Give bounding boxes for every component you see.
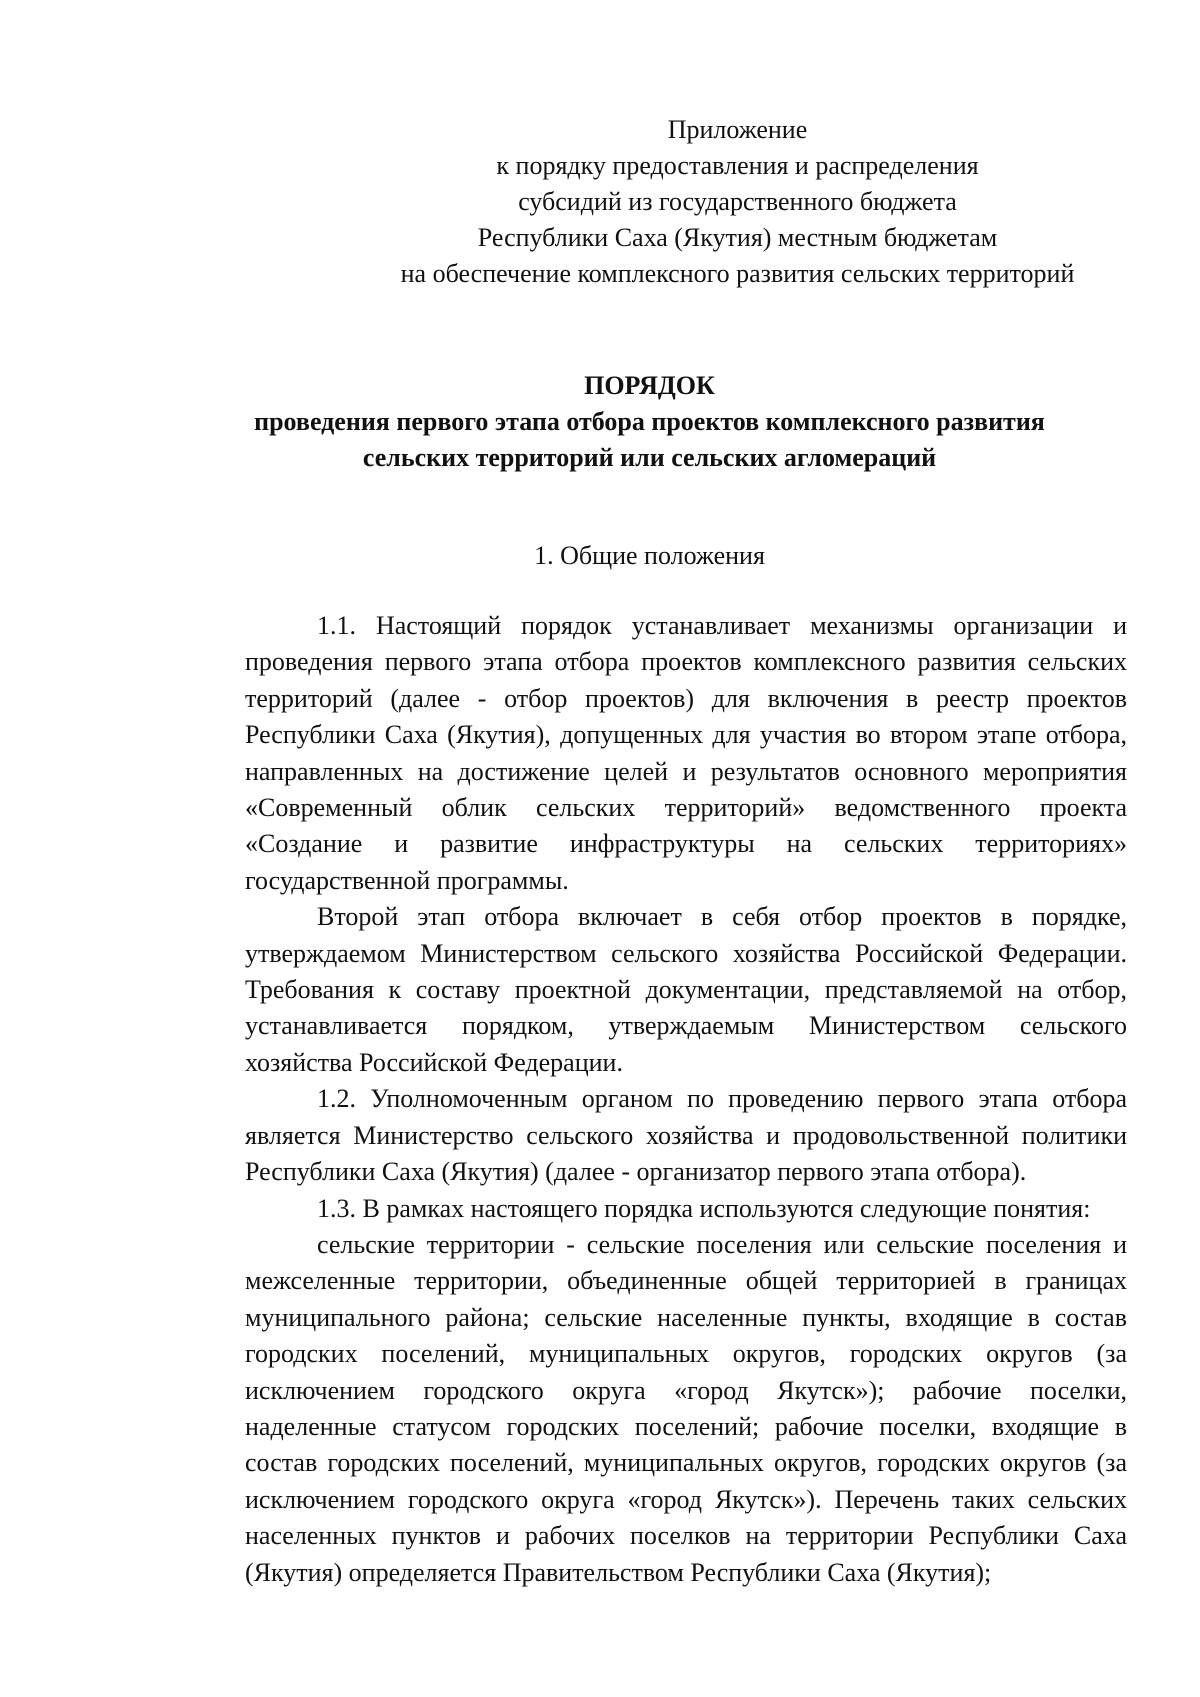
- title-subtitle-line: сельских территорий или сельских агломераций: [362, 443, 937, 472]
- text-line: устанавливается порядком, утверждаемым Министерством сельского: [245, 1011, 1127, 1041]
- text-line: исключением городского округа «город Якутск»); рабочие поселки,: [245, 1375, 1127, 1405]
- text-line: (Якутия) определяется Правительством Республики Саха (Якутия);: [245, 1557, 992, 1587]
- appendix-line: Приложение: [667, 115, 808, 144]
- text-line: хозяйства Российской Федерации.: [245, 1047, 623, 1077]
- text-line: Требования к составу проектной документации, представляемой на отбор,: [245, 975, 1127, 1005]
- text-line: муниципального района; сельские населенные пункты, входящие в состав: [245, 1302, 1127, 1332]
- text-line: государственной программы.: [245, 865, 569, 895]
- appendix-line: Республики Саха (Якутия) местным бюджетам: [477, 223, 998, 252]
- text-line: «Создание и развитие инфраструктуры на сельских территориях»: [245, 829, 1127, 859]
- text-line: населенных пунктов и рабочих поселков на территории Республики Саха: [245, 1521, 1127, 1551]
- section-heading: 1. Общие положения: [534, 541, 765, 570]
- paragraph-rural-territories: [173, 1227, 1127, 1591]
- paragraph-1-2: [173, 1081, 1127, 1190]
- appendix-header: [360, 112, 1115, 292]
- text-line: утверждаемом Министерством сельского хозяйства Российской Федерации.: [245, 938, 1127, 968]
- document-body: [173, 608, 1127, 1591]
- title-subtitle-line: проведения первого этапа отбора проектов комплексного развития: [254, 407, 1045, 436]
- text-line: сельские территории - сельские поселения или сельские поселения и: [317, 1229, 1127, 1259]
- text-line: наделенные статусом городских поселений; рабочие поселки, входящие в: [245, 1411, 1127, 1441]
- text-line: межселенные территории, объединенные общей территорией в границах: [245, 1266, 1127, 1296]
- text-line: проведения первого этапа отбора проектов комплексного развития сельских: [245, 647, 1127, 677]
- appendix-line: субсидий из государственного бюджета: [518, 187, 957, 216]
- text-line: 1.3. В рамках настоящего порядка используются следующие понятия:: [317, 1193, 1091, 1223]
- appendix-line: на обеспечение комплексного развития сельских территорий: [400, 259, 1075, 288]
- paragraph-second-stage: [173, 899, 1127, 1081]
- paragraph-1-3: [173, 1191, 1127, 1227]
- title-heading: ПОРЯДОК: [584, 371, 715, 400]
- appendix-line: к порядку предоставления и распределения: [496, 151, 979, 180]
- text-line: направленных на достижение целей и результатов основного мероприятия: [245, 756, 1127, 786]
- text-line: городских поселений, муниципальных округов, городских округов (за: [245, 1339, 1127, 1369]
- text-line: «Современный облик сельских территорий» ведомственного проекта: [245, 793, 1127, 823]
- text-line: территорий (далее - отбор проектов) для включения в реестр проектов: [245, 683, 1127, 713]
- text-line: является Министерство сельского хозяйства и продовольственной политики: [245, 1120, 1127, 1150]
- text-line: 1.2. Уполномоченным органом по проведению первого этапа отбора: [317, 1084, 1127, 1114]
- paragraph-1-1: [173, 608, 1127, 899]
- text-line: состав городских поселений, муниципальных округов, городских округов (за: [245, 1448, 1127, 1478]
- text-line: 1.1. Настоящий порядок устанавливает механизмы организации и: [317, 611, 1127, 640]
- document-title: [172, 368, 1127, 476]
- text-line: Республики Саха (Якутия), допущенных для участия во втором этапе отбора,: [245, 720, 1127, 750]
- text-line: Республики Саха (Якутия) (далее - организатор первого этапа отбора).: [245, 1157, 1027, 1187]
- text-line: исключением городского округа «город Якутск»). Перечень таких сельских: [245, 1484, 1127, 1514]
- text-line: Второй этап отбора включает в себя отбор проектов в порядке,: [317, 902, 1127, 932]
